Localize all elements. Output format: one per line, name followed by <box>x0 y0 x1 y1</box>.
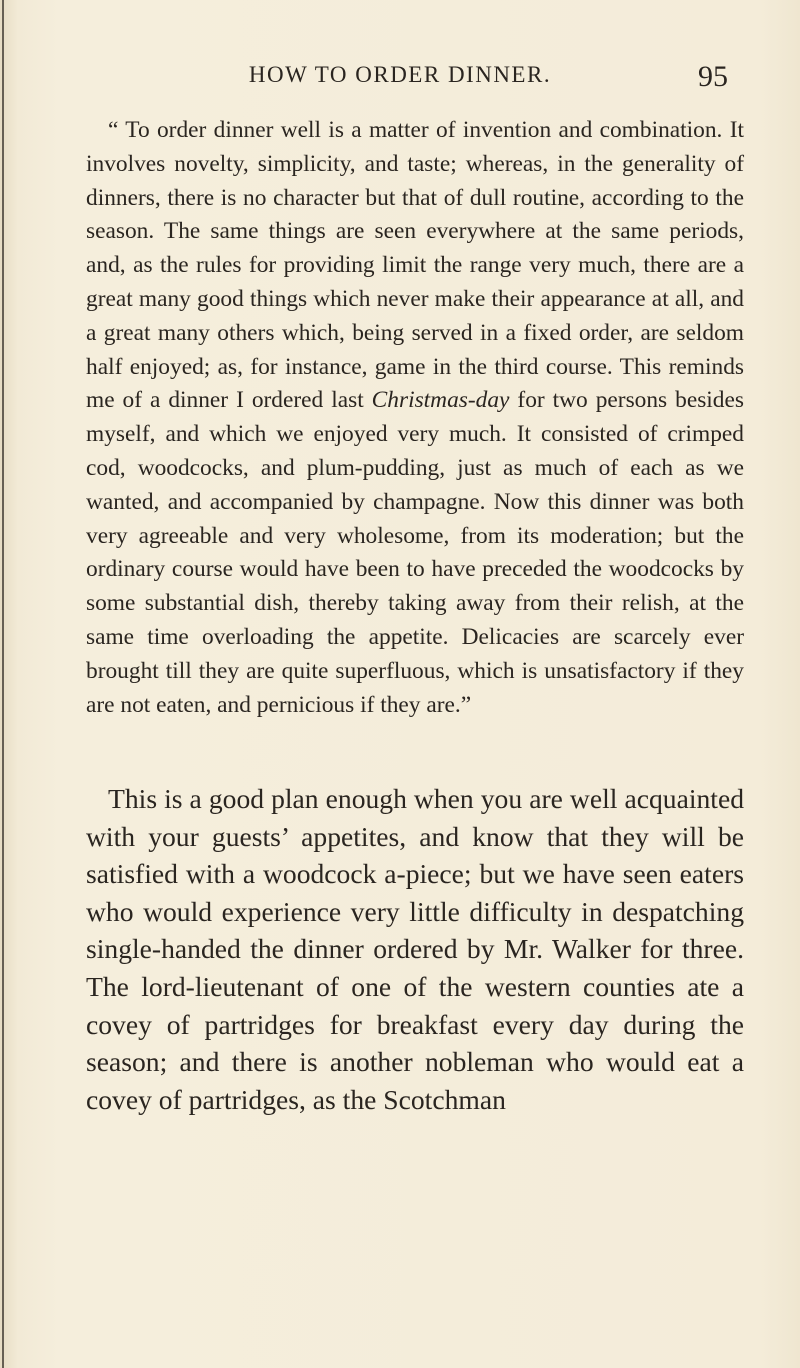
body-paragraph: This is a good plan enough when you are well acquainted with your guests’ appetites, and know that they will be satisfied with a woodcock a-piece; but we have seen eaters who would experience very little difficulty in despatching single-handed the dinner ordered by Mr. Walker for three. The lord-lieutenant of one of the western counties ate a covey of partridges for breakfast every day during the season; and there is another nobleman who would eat a covey of partridges, as the Scotchman <box>86 783 744 1115</box>
quote-text-part2: for two persons besides myself, and which we enjoyed very much. It consisted of crimped cod, woodcocks, and plum-pudding, just as much of each as we wanted, and accompanied by champagne. Now this dinner was both very agreeable and very wholesome, from its moderation; but the ordinary course would have been to have preceded the woodcocks by some substantial dish, thereby taking away from their relish, at the same time overloading the appetite. Delicacies are scarcely ever brought till they are quite superfluous, which is unsatisfactory if they are not eaten, and pernicious if they are.” <box>86 387 744 718</box>
page-header <box>40 60 760 100</box>
quote-paragraph <box>86 114 744 722</box>
quote-emphasis: Christmas-day <box>371 387 510 414</box>
quote-text-part1: “ To order dinner well is a matter of invention and combination. It involves novelty, simplicity, and taste; whereas, in the generality of dinners, there is no character but that of dull routine, according to the season. The same things are seen everywhere at the same periods, and, as the rules for providing limit the range very much, there are a great many good things which never make their appearance at all, and a great many others which, being served in a fixed order, are seldom half enjoyed; as, for instance, game in the third course. This reminds me of a dinner I ordered last <box>86 117 744 414</box>
page-edge-shadow <box>2 0 4 1368</box>
quoted-passage <box>86 114 744 722</box>
page-number: 95 <box>698 60 728 93</box>
running-head: HOW TO ORDER DINNER. <box>248 62 552 87</box>
body-text <box>86 780 744 1118</box>
